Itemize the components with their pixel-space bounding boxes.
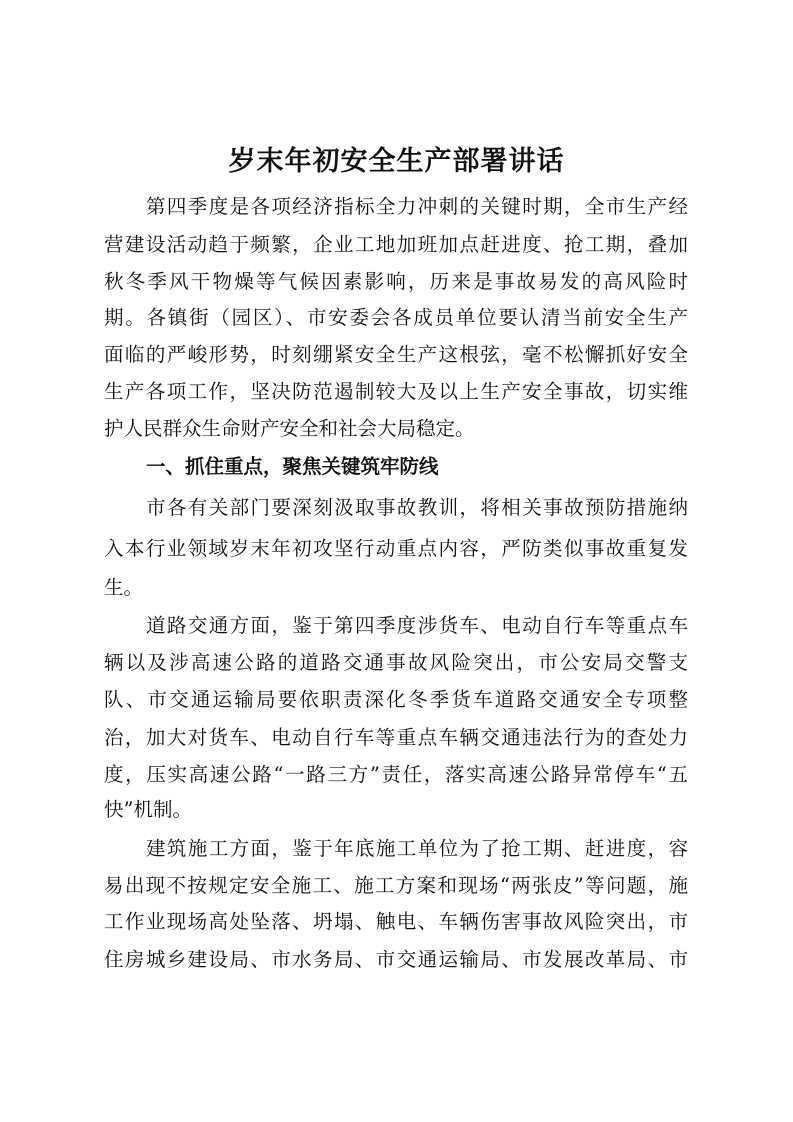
para3-line: 队、市交通运输局要依职责深化冬季货车道路交通安全专项整 xyxy=(104,688,688,711)
para1-line: 期。各镇街（园区）、市安委会各成员单位要认清当前安全生产 xyxy=(104,306,688,329)
para4-line: 工作业现场高处坠落、坍塌、触电、车辆伤害事故风险突出，市 xyxy=(104,910,688,933)
para1-line: 营建设活动趋于频繁，企业工地加班加点赶进度、抢工期，叠加 xyxy=(104,233,688,256)
para1-line: 护人民群众生命财产安全和社会大局稳定。 xyxy=(104,417,475,440)
section-heading: 一、抓住重点，聚焦关键筑牢防线 xyxy=(146,455,439,478)
para2-line: 入本行业领域岁末年初攻坚行动重点内容，严防类似事故重复发 xyxy=(104,537,688,560)
para3-line: 快”机制。 xyxy=(104,798,192,821)
para2-line: 生。 xyxy=(104,576,144,599)
para2-line: 市各有关部门要深刻汲取事故教训，将相关事故预防措施纳 xyxy=(146,496,688,519)
para3-line: 度，压实高速公路“一路三方”责任，落实高速公路异常停车“五 xyxy=(104,763,688,786)
para3-line: 辆以及涉高速公路的道路交通事故风险突出，市公安局交警支 xyxy=(104,651,688,674)
document-title: 岁末年初安全生产部署讲话 xyxy=(228,146,565,177)
para1-line: 生产各项工作，坚决防范遏制较大及以上生产安全事故，切实维 xyxy=(104,380,688,403)
para1-line: 第四季度是各项经济指标全力冲刺的关键时期，全市生产经 xyxy=(146,195,688,218)
para1-line: 面临的严峻形势，时刻绷紧安全生产这根弦，毫不松懈抓好安全 xyxy=(104,343,688,366)
para4-line: 易出现不按规定安全施工、施工方案和现场“两张皮”等问题，施 xyxy=(104,874,688,897)
para3-line: 治，加大对货车、电动自行车等重点车辆交通违法行为的查处力 xyxy=(104,726,688,749)
para3-line: 道路交通方面，鉴于第四季度涉货车、电动自行车等重点车 xyxy=(146,614,688,637)
para4-line: 建筑施工方面，鉴于年底施工单位为了抢工期、赶进度，容 xyxy=(146,837,688,860)
para4-line: 住房城乡建设局、市水务局、市交通运输局、市发展改革局、市 xyxy=(104,948,688,971)
para1-line: 秋冬季风干物燥等气候因素影响，历来是事故易发的高风险时 xyxy=(104,270,688,293)
